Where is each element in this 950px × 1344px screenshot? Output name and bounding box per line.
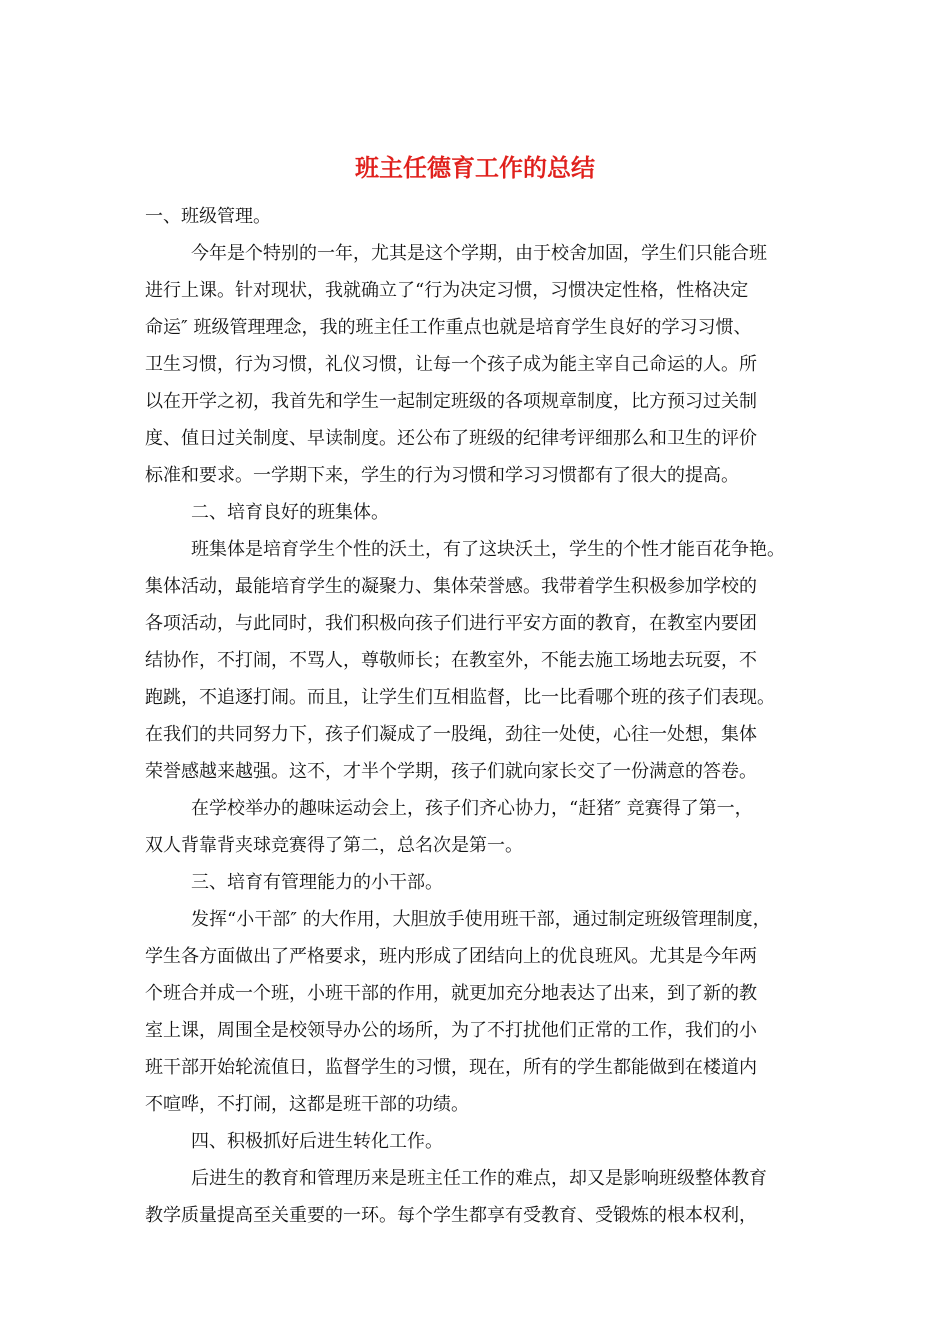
text-line: 标准和要求。一学期下来，学生的行为习惯和学习习惯都有了很大的提高。	[145, 465, 739, 486]
text-line: 集体活动，最能培育学生的凝聚力、集体荣誉感。我带着学生积极参加学校的	[145, 576, 757, 597]
text-line: 班集体是培育学生个性的沃土，有了这块沃土，学生的个性才能百花争艳。	[191, 539, 785, 560]
text-line: 结协作，不打闹，不骂人，尊敬师长；在教室外，不能去施工场地去玩耍，不	[145, 650, 757, 671]
text-line: 双人背靠背夹球竞赛得了第二，总名次是第一。	[145, 835, 523, 856]
text-line: 三、培育有管理能力的小干部。	[191, 872, 443, 893]
text-line: 发挥“小干部″ 的大作用，大胆放手使用班干部，通过制定班级管理制度，	[191, 909, 771, 930]
text-line: 荣誉感越来越强。这不，才半个学期，孩子们就向家长交了一份满意的答卷。	[145, 761, 757, 782]
text-line: 室上课，周围全是校领导办公的场所，为了不打扰他们正常的工作，我们的小	[145, 1020, 757, 1041]
text-line: 度、值日过关制度、早读制度。还公布了班级的纪律考评细那么和卫生的评价	[145, 428, 757, 449]
text-line: 后进生的教育和管理历来是班主任工作的难点，却又是影响班级整体教育	[191, 1168, 767, 1189]
text-line: 命运″ 班级管理理念，我的班主任工作重点也就是培育学生良好的学习习惯、	[145, 317, 752, 338]
text-line: 不喧哗，不打闹，这都是班干部的功绩。	[145, 1094, 469, 1115]
text-line: 各项活动，与此同时，我们积极向孩子们进行平安方面的教育，在教室内要团	[145, 613, 757, 634]
text-line: 二、培育良好的班集体。	[191, 502, 389, 523]
text-line: 学生各方面做出了严格要求，班内形成了团结向上的优良班风。尤其是今年两	[145, 946, 757, 967]
text-line: 在我们的共同努力下，孩子们凝成了一股绳，劲往一处使，心往一处想，集体	[145, 724, 757, 745]
document-body	[145, 198, 825, 1234]
text-line: 以在开学之初，我首先和学生一起制定班级的各项规章制度，比方预习过关制	[145, 391, 757, 412]
text-line: 今年是个特别的一年，尤其是这个学期，由于校舍加固，学生们只能合班	[191, 243, 767, 264]
text-line: 教学质量提高至关重要的一环。每个学生都享有受教育、受锻炼的根本权利，	[145, 1205, 757, 1226]
document-title: 班主任德育工作的总结	[355, 153, 595, 182]
text-line: 进行上课。针对现状，我就确立了“行为决定习惯，习惯决定性格，性格决定	[145, 280, 749, 301]
text-line: 跑跳，不追逐打闹。而且，让学生们互相监督，比一比看哪个班的孩子们表现。	[145, 687, 775, 708]
text-line: 四、积极抓好后进生转化工作。	[191, 1131, 443, 1152]
text-line: 卫生习惯，行为习惯，礼仪习惯，让每一个孩子成为能主宰自己命运的人。所	[145, 354, 757, 375]
text-line: 在学校举办的趣味运动会上，孩子们齐心协力，“赶猪″ 竞赛得了第一，	[191, 798, 753, 819]
text-line: 一、班级管理。	[145, 206, 271, 227]
text-line: 个班合并成一个班，小班干部的作用，就更加充分地表达了出来，到了新的教	[145, 983, 757, 1004]
text-line: 班干部开始轮流值日，监督学生的习惯，现在，所有的学生都能做到在楼道内	[145, 1057, 757, 1078]
